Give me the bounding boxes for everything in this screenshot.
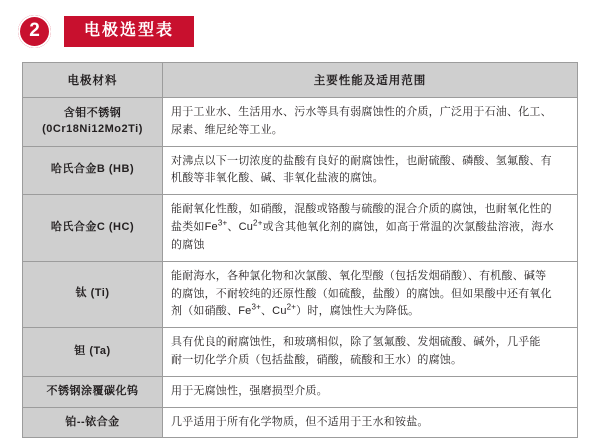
- table-row: [23, 195, 578, 261]
- table-row: [23, 146, 578, 195]
- material-line-2: (Ta): [89, 344, 111, 357]
- cell-material: [23, 376, 163, 407]
- cell-description: [163, 407, 578, 438]
- table-row: [23, 98, 578, 147]
- description-line: 用于无腐蚀性，强磨损型介质。: [171, 384, 328, 397]
- table-row: [23, 376, 578, 407]
- cell-material: [23, 195, 163, 261]
- cell-description: [163, 261, 578, 327]
- cell-material: [23, 261, 163, 327]
- material-line-2: (HC): [108, 221, 135, 233]
- description-line: 能耐海水，各种氯化物和次氯酸、氧化型酸（包括发烟硝酸）、有机酸、碱等: [171, 269, 547, 282]
- cell-description: [163, 195, 578, 261]
- page-header: [18, 10, 578, 52]
- description-line: 机酸等非氧化酸、碱、非氧化盐液的腐蚀。: [171, 172, 384, 185]
- material-line-1: 含钼不锈钢: [63, 106, 122, 119]
- description-line: 几乎适用于所有化学物质，但不适用于王水和铵盐。: [171, 415, 429, 428]
- cell-material: [23, 146, 163, 195]
- description-line: 剂（如硝酸、$Fe^{3+}$、$Cu^{2+}$）时，腐蚀性大为降低。: [171, 302, 420, 318]
- description-line: 盐类如$Fe^{3+}$、$Cu^{2+}$或含其他氧化剂的腐蚀，如高于常温的次氯酸盐溶液，海水: [171, 218, 554, 234]
- material-line-2: (0Cr18Ni12Mo2Ti): [42, 122, 143, 135]
- description-line: 的腐蚀: [171, 238, 205, 251]
- electrode-selection-table: [22, 62, 578, 438]
- material-line-1: 钽: [74, 344, 86, 357]
- cell-material: [23, 328, 163, 377]
- column-header-performance: 主要性能及适用范围: [163, 63, 578, 98]
- cell-description: [163, 376, 578, 407]
- description-line: 尿素、维尼纶等工业。: [171, 123, 283, 136]
- description-line: 能耐氧化性酸，如硝酸，混酸或铬酸与硫酸的混合介质的腐蚀，也耐氧化性的: [171, 203, 552, 216]
- page-title: 电极选型表: [64, 16, 194, 47]
- material-line-1: 铂--铱合金: [65, 415, 120, 428]
- cell-description: [163, 98, 578, 147]
- cell-description: [163, 328, 578, 377]
- description-line: 对沸点以下一切浓度的盐酸有良好的耐腐蚀性，也耐硫酸、磷酸、氢氟酸、有: [171, 154, 552, 167]
- table-row: [23, 328, 578, 377]
- table-row: [23, 261, 578, 327]
- table-header-row: [23, 63, 578, 98]
- description-line: 的腐蚀，不耐较纯的还原性酸（如硫酸，盐酸）的腐蚀。但如果酸中还有氧化: [171, 287, 552, 300]
- material-line-2: (Ti): [90, 287, 110, 300]
- material-line-1: 哈氏合金B: [50, 163, 106, 176]
- column-header-material: 电极材料: [23, 63, 163, 98]
- table-row: [23, 407, 578, 438]
- cell-material: [23, 98, 163, 147]
- description-line: 耐一切化学介质（包括盐酸，硝酸，硫酸和王水）的腐蚀。: [171, 353, 463, 366]
- material-line-1: 不锈钢涂覆碳化钨: [46, 384, 139, 397]
- material-line-1: 钛: [75, 287, 88, 300]
- cell-material: [23, 407, 163, 438]
- material-line-2: (HB): [108, 163, 135, 176]
- cell-description: [163, 146, 578, 195]
- description-line: 具有优良的耐腐蚀性，和玻璃相似，除了氢氟酸、发烟硫酸、碱外，几乎能: [171, 336, 541, 349]
- section-number-badge: 2: [18, 15, 51, 48]
- description-line: 用于工业水、生活用水、污水等具有弱腐蚀性的介质，广泛用于石油、化工、: [171, 106, 552, 118]
- material-line-1: 哈氏合金C: [50, 221, 106, 233]
